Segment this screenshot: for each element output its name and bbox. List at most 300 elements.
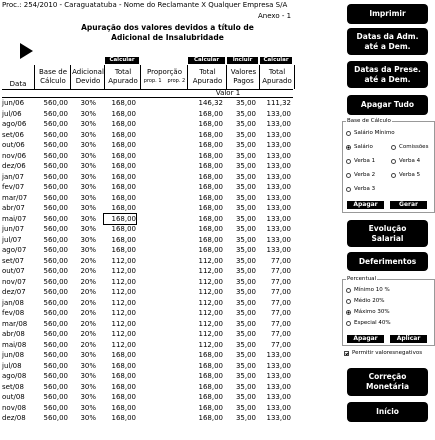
table-cell[interactable]: 168,00 xyxy=(198,130,223,139)
table-cell[interactable]: 35,00 xyxy=(235,267,256,275)
table-cell[interactable]: 168,00 xyxy=(111,393,136,401)
radio-icon[interactable] xyxy=(346,145,351,150)
table-cell[interactable]: abr/08 xyxy=(2,330,25,338)
radio-icon[interactable] xyxy=(391,145,396,150)
datas-adm-button[interactable]: Datas da Adm. até a Dem. xyxy=(347,28,428,55)
table-cell[interactable]: 168,00 xyxy=(198,382,223,391)
table-cell[interactable]: 168,00 xyxy=(198,109,223,118)
table-cell[interactable]: 560,00 xyxy=(43,414,68,422)
table-cell[interactable]: 560,00 xyxy=(43,277,68,286)
table-cell[interactable]: 168,00 xyxy=(198,225,223,233)
table-cell[interactable]: 30% xyxy=(80,130,96,139)
table-cell[interactable]: 168,00 xyxy=(111,130,136,139)
table-cell[interactable]: ago/08 xyxy=(2,372,27,380)
table-cell[interactable]: 168,00 xyxy=(111,193,136,202)
table-cell[interactable]: 560,00 xyxy=(43,225,68,233)
inicio-button[interactable]: Início xyxy=(347,402,428,422)
table-cell[interactable]: 133,00 xyxy=(266,382,291,391)
table-cell[interactable]: 35,00 xyxy=(235,130,256,139)
base-option-radio[interactable] xyxy=(346,144,373,150)
table-cell[interactable]: out/06 xyxy=(2,141,25,149)
table-cell[interactable]: 168,00 xyxy=(111,246,136,254)
table-cell[interactable]: 168,00 xyxy=(111,235,136,244)
table-cell[interactable]: 30% xyxy=(80,172,96,181)
table-cell[interactable]: 30% xyxy=(80,193,96,202)
annex-label: Anexo - 1 xyxy=(258,12,292,20)
col-header-data: Data xyxy=(9,80,27,88)
percent-option-label: Médio 20% xyxy=(354,298,385,304)
table-cell[interactable]: 20% xyxy=(80,309,96,317)
table-cell[interactable]: 35,00 xyxy=(235,256,256,265)
table-cell[interactable]: 30% xyxy=(80,162,96,170)
table-cell[interactable]: nov/08 xyxy=(2,403,27,412)
table-cell[interactable]: jul/08 xyxy=(2,361,22,370)
table-cell[interactable]: 35,00 xyxy=(235,288,256,296)
radio-icon[interactable] xyxy=(346,131,351,136)
table-cell[interactable]: 560,00 xyxy=(43,162,68,170)
table-row xyxy=(0,371,293,381)
base-option-radio[interactable] xyxy=(391,158,420,164)
table-cell[interactable]: 112,00 xyxy=(111,319,136,328)
base-option-label: Verba 5 xyxy=(399,172,421,178)
table-cell[interactable]: 20% xyxy=(80,256,96,265)
imprimir-button[interactable]: Imprimir xyxy=(347,4,428,24)
table-cell[interactable]: 112,00 xyxy=(111,309,136,317)
base-option-radio[interactable] xyxy=(391,144,428,150)
table-cell[interactable]: set/06 xyxy=(2,130,24,139)
table-cell[interactable]: 35,00 xyxy=(235,172,256,181)
title-line-2: Adicional de Insalubridade xyxy=(111,33,224,42)
table-cell[interactable]: 112,00 xyxy=(198,267,223,275)
table-cell[interactable]: dez/08 xyxy=(2,414,26,422)
table-cell[interactable]: 20% xyxy=(80,277,96,286)
table-row xyxy=(0,287,293,297)
table-cell[interactable]: fev/07 xyxy=(2,183,25,191)
table-cell[interactable]: 77,00 xyxy=(270,319,291,328)
radio-icon[interactable] xyxy=(346,159,351,164)
table-cell[interactable]: abr/07 xyxy=(2,204,25,212)
table-cell[interactable]: ago/07 xyxy=(2,246,27,254)
table-row xyxy=(0,109,293,119)
table-cell[interactable]: jun/08 xyxy=(2,351,25,359)
table-cell[interactable]: 20% xyxy=(80,267,96,275)
table-row xyxy=(0,119,293,129)
table-cell[interactable]: 112,00 xyxy=(198,298,223,307)
table-cell[interactable]: 30% xyxy=(80,403,96,412)
table-cell[interactable]: 20% xyxy=(80,288,96,296)
base-option-label: Verba 3 xyxy=(354,186,376,192)
table-cell[interactable]: 30% xyxy=(80,120,96,128)
datas-prese-button[interactable]: Datas da Prese. até a Dem. xyxy=(347,61,428,88)
table-cell[interactable]: 133,00 xyxy=(266,225,291,233)
table-cell[interactable]: 168,00 xyxy=(111,183,136,191)
table-cell[interactable]: 112,00 xyxy=(111,340,136,349)
table-cell[interactable]: 35,00 xyxy=(235,151,256,160)
table-cell[interactable]: 35,00 xyxy=(235,372,256,380)
table-cell[interactable]: 168,00 xyxy=(198,214,223,223)
table-cell[interactable]: 77,00 xyxy=(270,340,291,349)
table-cell[interactable]: 35,00 xyxy=(235,330,256,338)
table-cell[interactable]: 168,00 xyxy=(198,162,223,170)
table-cell[interactable]: 20% xyxy=(80,298,96,307)
calcular-tag-total[interactable]: Calcular xyxy=(105,57,139,64)
percent-option-radio[interactable] xyxy=(346,309,390,315)
table-cell[interactable]: 560,00 xyxy=(43,183,68,191)
table-cell[interactable]: 560,00 xyxy=(43,340,68,349)
table-cell[interactable]: 30% xyxy=(80,99,96,107)
table-cell[interactable]: 30% xyxy=(80,109,96,118)
radio-icon[interactable] xyxy=(346,288,351,293)
table-cell[interactable]: mai/07 xyxy=(2,214,27,223)
percent-option-label: Máximo 30% xyxy=(354,309,390,315)
table-cell[interactable]: 30% xyxy=(80,372,96,380)
table-cell[interactable]: 133,00 xyxy=(266,141,291,149)
table-cell[interactable]: 133,00 xyxy=(266,393,291,401)
table-cell[interactable]: 560,00 xyxy=(43,403,68,412)
table-cell[interactable]: 30% xyxy=(80,246,96,254)
table-cell[interactable]: 560,00 xyxy=(43,109,68,118)
table-row xyxy=(0,161,293,171)
radio-icon[interactable] xyxy=(391,159,396,164)
table-cell[interactable]: 168,00 xyxy=(111,141,136,149)
table-cell[interactable]: 560,00 xyxy=(43,309,68,317)
radio-icon[interactable] xyxy=(346,321,351,326)
table-cell[interactable]: 168,00 xyxy=(198,361,223,370)
table-cell[interactable]: 35,00 xyxy=(235,298,256,307)
table-cell[interactable]: 112,00 xyxy=(111,298,136,307)
table-cell[interactable]: 560,00 xyxy=(43,288,68,296)
radio-icon[interactable] xyxy=(346,310,351,315)
table-cell[interactable]: 35,00 xyxy=(235,162,256,170)
table-row xyxy=(0,392,293,402)
calcular-tag-total2[interactable]: Calcular xyxy=(188,57,225,64)
table-cell[interactable]: 168,00 xyxy=(198,172,223,181)
table-cell[interactable]: 35,00 xyxy=(235,277,256,286)
table-cell[interactable]: 30% xyxy=(80,351,96,359)
table-cell[interactable]: 168,00 xyxy=(198,414,223,422)
base-calculo-title: Base de Cálculo xyxy=(347,118,391,124)
table-cell[interactable]: 35,00 xyxy=(235,382,256,391)
table-cell[interactable]: 133,00 xyxy=(266,109,291,118)
table-cell[interactable]: 168,00 xyxy=(111,172,136,181)
table-cell[interactable]: 133,00 xyxy=(266,204,291,212)
table-cell[interactable]: 112,00 xyxy=(198,277,223,286)
table-cell[interactable]: 112,00 xyxy=(198,256,223,265)
table-cell[interactable]: 35,00 xyxy=(235,340,256,349)
table-cell[interactable]: 560,00 xyxy=(43,393,68,401)
base-option-radio[interactable] xyxy=(346,186,375,192)
table-cell[interactable]: 35,00 xyxy=(235,393,256,401)
table-cell[interactable]: 20% xyxy=(80,330,96,338)
table-cell[interactable]: 168,00 xyxy=(198,393,223,401)
table-cell[interactable]: 168,00 xyxy=(198,403,223,412)
table-cell[interactable]: 30% xyxy=(80,214,96,223)
table-cell[interactable]: set/07 xyxy=(2,256,24,265)
table-cell[interactable]: 168,00 xyxy=(198,372,223,380)
table-cell[interactable]: 77,00 xyxy=(270,267,291,275)
table-cell[interactable]: 133,00 xyxy=(266,372,291,380)
table-row xyxy=(0,319,293,329)
table-cell[interactable]: ago/06 xyxy=(2,120,27,128)
table-cell[interactable]: set/08 xyxy=(2,382,24,391)
table-cell[interactable]: 560,00 xyxy=(43,361,68,370)
table-cell[interactable]: 168,00 xyxy=(111,351,136,359)
table-cell[interactable]: 30% xyxy=(80,141,96,149)
table-cell[interactable]: 112,00 xyxy=(198,309,223,317)
gerar-button[interactable]: Gerar xyxy=(390,201,427,209)
table-cell[interactable]: 35,00 xyxy=(235,235,256,244)
deferimentos-button[interactable]: Deferimentos xyxy=(347,252,428,271)
table-cell[interactable]: 133,00 xyxy=(266,120,291,128)
table-cell[interactable]: 168,00 xyxy=(111,414,136,422)
calcular-tag-total3[interactable]: Calcular xyxy=(260,57,292,64)
table-cell[interactable]: 112,00 xyxy=(111,288,136,296)
sheet-title xyxy=(55,23,280,43)
table-cell[interactable]: 35,00 xyxy=(235,309,256,317)
base-option-radio[interactable] xyxy=(346,172,375,178)
table-cell[interactable]: 560,00 xyxy=(43,382,68,391)
table-cell[interactable]: 35,00 xyxy=(235,120,256,128)
table-cell[interactable]: 77,00 xyxy=(270,330,291,338)
table-cell[interactable]: 112,00 xyxy=(198,319,223,328)
table-cell[interactable]: 35,00 xyxy=(235,414,256,422)
table-cell[interactable]: 77,00 xyxy=(270,309,291,317)
table-cell[interactable]: 35,00 xyxy=(235,246,256,254)
table-row xyxy=(0,224,293,234)
table-cell[interactable]: 560,00 xyxy=(43,372,68,380)
table-cell[interactable]: 168,00 xyxy=(111,151,136,160)
table-cell[interactable]: 168,00 xyxy=(198,204,223,212)
table-row xyxy=(0,308,293,318)
table-cell[interactable]: nov/07 xyxy=(2,277,27,286)
table-cell[interactable]: 560,00 xyxy=(43,151,68,160)
base-option-label: Salário Mínimo xyxy=(354,130,395,136)
table-row xyxy=(0,413,293,423)
table-cell[interactable]: jan/08 xyxy=(2,298,24,307)
table-cell[interactable]: 560,00 xyxy=(43,204,68,212)
play-arrow-icon[interactable] xyxy=(20,43,33,59)
permitir-negativos-checkbox[interactable] xyxy=(344,350,422,356)
table-cell[interactable]: 77,00 xyxy=(270,277,291,286)
col-header-total: Total Apurado xyxy=(104,65,141,89)
percent-option-radio[interactable] xyxy=(346,287,390,293)
table-cell[interactable]: 560,00 xyxy=(43,141,68,149)
table-cell[interactable]: 560,00 xyxy=(43,256,68,265)
percentual-title: Percentual xyxy=(347,276,377,282)
col-header-total3: Total Apurado xyxy=(259,65,295,89)
table-cell[interactable]: jul/07 xyxy=(2,235,22,244)
table-row xyxy=(0,382,293,392)
table-cell[interactable]: 168,00 xyxy=(198,141,223,149)
table-cell[interactable]: 30% xyxy=(80,183,96,191)
table-cell[interactable]: 112,00 xyxy=(111,256,136,265)
table-cell[interactable]: 30% xyxy=(80,225,96,233)
table-cell[interactable]: dez/07 xyxy=(2,288,26,296)
table-cell[interactable]: 168,00 xyxy=(111,109,136,118)
table-cell[interactable]: fev/08 xyxy=(2,309,25,317)
table-row xyxy=(0,98,293,108)
table-cell[interactable]: jul/06 xyxy=(2,109,22,118)
table-cell[interactable]: 168,00 xyxy=(198,193,223,202)
table-cell[interactable]: 77,00 xyxy=(270,288,291,296)
table-row xyxy=(0,329,293,339)
table-cell[interactable]: 168,00 xyxy=(111,99,136,107)
permitir-negativos-label: Permitir valoresnegativos xyxy=(352,350,423,356)
radio-icon[interactable] xyxy=(391,173,396,178)
table-row xyxy=(0,298,293,308)
table-cell[interactable]: 112,00 xyxy=(198,288,223,296)
table-cell[interactable]: 560,00 xyxy=(43,235,68,244)
table-cell[interactable]: 111,32 xyxy=(266,99,291,107)
valor1-label: Valor 1 xyxy=(215,89,241,97)
table-cell[interactable]: 168,00 xyxy=(198,183,223,191)
table-cell[interactable]: 112,00 xyxy=(111,277,136,286)
table-cell[interactable]: 168,00 xyxy=(198,351,223,359)
table-cell[interactable]: 133,00 xyxy=(266,130,291,139)
table-cell[interactable]: 168,00 xyxy=(111,382,136,391)
radio-icon[interactable] xyxy=(346,299,351,304)
table-cell[interactable]: 560,00 xyxy=(43,130,68,139)
table-cell[interactable]: 35,00 xyxy=(235,319,256,328)
table-cell[interactable]: 168,00 xyxy=(111,162,136,170)
table-cell[interactable]: mai/08 xyxy=(2,340,27,349)
table-cell[interactable]: jun/06 xyxy=(2,99,25,107)
apagar-tudo-button[interactable]: Apagar Tudo xyxy=(347,95,428,115)
table-cell[interactable]: 77,00 xyxy=(270,256,291,265)
table-cell[interactable]: mar/08 xyxy=(2,319,28,328)
table-cell[interactable]: 560,00 xyxy=(43,267,68,275)
percent-option-radio[interactable] xyxy=(346,298,385,304)
table-cell[interactable]: 30% xyxy=(80,204,96,212)
table-cell[interactable]: 20% xyxy=(80,319,96,328)
table-cell[interactable]: 35,00 xyxy=(235,193,256,202)
table-cell[interactable]: 560,00 xyxy=(43,99,68,107)
base-option-radio[interactable] xyxy=(346,158,375,164)
table-cell[interactable]: 133,00 xyxy=(266,193,291,202)
table-cell[interactable]: 35,00 xyxy=(235,361,256,370)
table-cell[interactable]: 133,00 xyxy=(266,351,291,359)
table-row xyxy=(0,214,293,224)
table-cell[interactable]: 560,00 xyxy=(43,214,68,223)
table-cell[interactable]: 35,00 xyxy=(235,109,256,118)
col-header-base: Base de Cálculo xyxy=(34,65,71,89)
table-cell[interactable]: 35,00 xyxy=(235,403,256,412)
table-cell[interactable]: 35,00 xyxy=(235,99,256,107)
table-cell[interactable]: 30% xyxy=(80,235,96,244)
table-cell[interactable]: 560,00 xyxy=(43,193,68,202)
table-cell[interactable]: dez/06 xyxy=(2,162,26,170)
table-cell[interactable]: 168,00 xyxy=(111,403,136,412)
table-cell[interactable]: 168,00 xyxy=(198,120,223,128)
table-cell[interactable]: 30% xyxy=(80,151,96,160)
table-cell[interactable]: 168,00 xyxy=(198,235,223,244)
table-cell[interactable]: 112,00 xyxy=(198,330,223,338)
radio-icon[interactable] xyxy=(346,173,351,178)
table-cell[interactable]: 168,00 xyxy=(104,214,136,224)
table-cell[interactable]: 20% xyxy=(80,340,96,349)
table-cell[interactable]: 30% xyxy=(80,414,96,422)
table-cell[interactable]: 112,00 xyxy=(111,267,136,275)
table-cell[interactable]: 35,00 xyxy=(235,214,256,223)
table-cell[interactable]: jun/07 xyxy=(2,225,25,233)
base-option-radio[interactable] xyxy=(391,172,420,178)
table-cell[interactable]: 35,00 xyxy=(235,204,256,212)
table-row xyxy=(0,256,293,266)
apagar-base-button[interactable]: Apagar xyxy=(347,201,384,209)
incluir-tag-valores[interactable]: Incluir xyxy=(227,57,258,64)
table-cell[interactable]: 112,00 xyxy=(198,340,223,349)
table-cell[interactable]: 35,00 xyxy=(235,225,256,233)
table-cell[interactable]: 35,00 xyxy=(235,141,256,149)
percent-option-radio[interactable] xyxy=(346,320,391,326)
table-cell[interactable]: 35,00 xyxy=(235,183,256,191)
table-cell[interactable]: out/07 xyxy=(2,267,25,275)
table-cell[interactable]: 168,00 xyxy=(111,225,136,233)
table-cell[interactable]: 560,00 xyxy=(43,172,68,181)
table-cell[interactable]: 560,00 xyxy=(43,298,68,307)
table-cell[interactable]: 77,00 xyxy=(270,298,291,307)
apagar-percentual-button[interactable]: Apagar xyxy=(347,335,384,343)
table-cell[interactable]: 30% xyxy=(80,382,96,391)
evolucao-salarial-button[interactable]: Evolução Salarial xyxy=(347,220,428,247)
table-cell[interactable]: nov/06 xyxy=(2,151,27,160)
table-cell[interactable]: 168,00 xyxy=(111,120,136,128)
base-option-label: Verba 1 xyxy=(354,158,376,164)
checkbox-icon[interactable] xyxy=(344,351,349,356)
base-option-label: Salário xyxy=(354,144,373,150)
table-cell[interactable]: 560,00 xyxy=(43,120,68,128)
table-cell[interactable]: 133,00 xyxy=(266,214,291,223)
table-cell[interactable]: 560,00 xyxy=(43,351,68,359)
table-cell[interactable]: 133,00 xyxy=(266,361,291,370)
table-row xyxy=(0,172,293,182)
table-cell[interactable]: 133,00 xyxy=(266,235,291,244)
base-option-radio[interactable] xyxy=(346,130,395,136)
table-cell[interactable]: 133,00 xyxy=(266,172,291,181)
base-option-label: Verba 4 xyxy=(399,158,421,164)
table-cell[interactable]: 133,00 xyxy=(266,162,291,170)
table-cell[interactable]: 30% xyxy=(80,361,96,370)
table-row xyxy=(0,266,293,276)
table-cell[interactable]: 560,00 xyxy=(43,246,68,254)
table-cell[interactable]: 133,00 xyxy=(266,414,291,422)
table-cell[interactable]: 30% xyxy=(80,393,96,401)
table-cell[interactable]: 133,00 xyxy=(266,183,291,191)
table-cell[interactable]: 35,00 xyxy=(235,351,256,359)
table-cell[interactable]: 560,00 xyxy=(43,319,68,328)
table-cell[interactable]: 168,00 xyxy=(111,361,136,370)
table-cell[interactable]: 168,00 xyxy=(198,151,223,160)
aplicar-button[interactable]: Aplicar xyxy=(390,335,427,343)
correcao-monetaria-button[interactable]: Correção Monetária xyxy=(347,368,428,396)
table-cell[interactable]: jan/07 xyxy=(2,172,24,181)
table-cell[interactable]: 133,00 xyxy=(266,246,291,254)
col-header-adicional: Adicional Devido xyxy=(70,65,105,89)
table-cell[interactable]: 168,00 xyxy=(111,372,136,380)
table-cell[interactable]: 560,00 xyxy=(43,330,68,338)
table-cell[interactable]: 133,00 xyxy=(266,151,291,160)
table-cell[interactable]: 168,00 xyxy=(198,246,223,254)
table-cell[interactable]: out/08 xyxy=(2,393,25,401)
table-row xyxy=(0,340,293,350)
table-cell[interactable]: 112,00 xyxy=(111,330,136,338)
table-row xyxy=(0,350,293,360)
table-cell[interactable]: mar/07 xyxy=(2,193,28,202)
table-cell[interactable]: 133,00 xyxy=(266,403,291,412)
table-cell[interactable]: 146,32 xyxy=(198,99,223,107)
table-cell[interactable]: 168,00 xyxy=(111,204,136,212)
radio-icon[interactable] xyxy=(346,187,351,192)
